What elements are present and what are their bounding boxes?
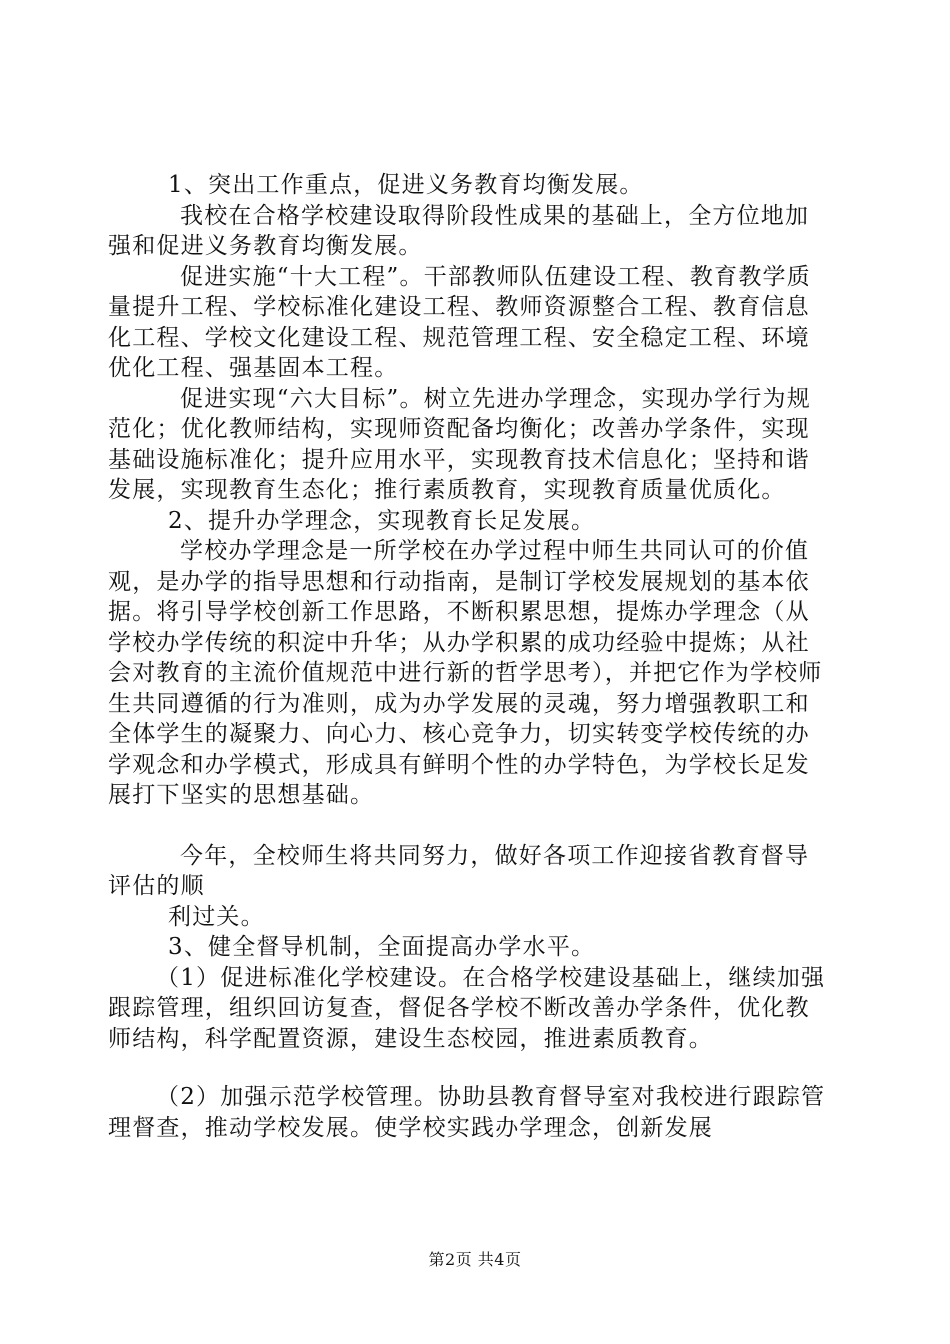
heading-2: 2、提升办学理念，实现教育长足发展。 [168,507,596,534]
paragraph-this-year: 今年，全校师生将共同努力，做好各项工作迎接省教育督导评估的顺 [108,842,810,899]
paragraph-1: 我校在合格学校建设取得阶段性成果的基础上，全方位地加强和促进义务教育均衡发展。 [108,202,810,259]
paragraph-school-philosophy: 学校办学理念是一所学校在办学过程中师生共同认可的价值观，是办学的指导思想和行动指南，是制订学校发展规划的基本依据。将引导学校创新工作思路，不断积累思想，提炼办学理念（从学校办学传统的积淀中升华；从办学积累的成功经验中提炼；从社会对教育的主流价值规范中进行新的哲学思考），并把它作为学校师生共同遵循的行为准则，成为办学发展的灵魂，努力增强教职工和全体学生的凝聚力、向心力、核心竞争力，切实转变学校传统的办学观念和办学模式，形成具有鲜明个性的办学特色，为学校长足发展打下坚实的思想基础。 [108,538,823,808]
heading-3: 3、健全督导机制，全面提高办学水平。 [168,934,596,960]
page-number-footer: 第2页 共4页 [428,1250,522,1269]
paragraph-this-year-continuation: 利过关。 [168,903,265,930]
document-body [108,170,833,1143]
heading-1: 1、突出工作重点，促进义务教育均衡发展。 [168,172,644,198]
paragraph-item-1: （1）促进标准化学校建设。在合格学校建设基础上，继续加强跟踪管理，组织回访复查，督促各学校不断改善办学条件，优化教师结构，科学配置资源，建设生态校园，推进素质教育。 [108,964,826,1052]
paragraph-ten-projects: 促进实施“十大工程”。干部教师队伍建设工程、教育教学质量提升工程、学校标准化建设工程、教师资源整合工程、教育信息化工程、学校文化建设工程、规范管理工程、安全稳定工程、环境优化工程、强基固本工程。 [108,263,811,381]
paragraph-item-2: （2）加强示范学校管理。协助县教育督导室对我校进行跟踪管理督查，推动学校发展。使学校实践办学理念，创新发展 [108,1084,826,1141]
paragraph-six-goals: 促进实现“六大目标”。树立先进办学理念，实现办学行为规范化；优化教师结构，实现师资配备均衡化；改善办学条件，实现基础设施标准化；提升应用水平，实现教育技术信息化；坚持和谐发展，实现教育生态化；推行素质教育，实现教育质量优质化。 [108,385,811,503]
